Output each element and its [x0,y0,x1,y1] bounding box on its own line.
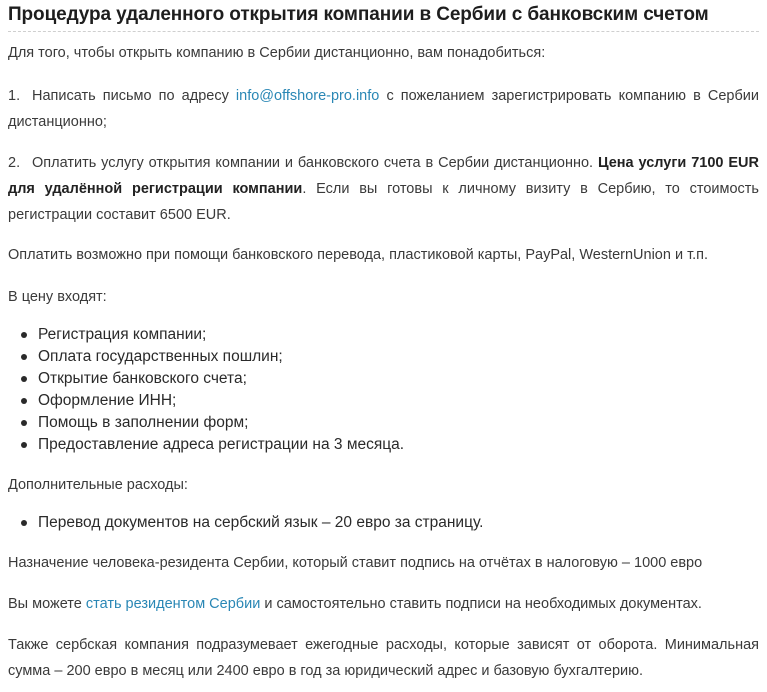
resident-link[interactable]: стать резидентом Сербии [85,596,261,612]
step-2-number: 2. [8,155,21,171]
page-title: Процедура удаленного открытия компании в Сербии с банковским счетом [8,4,709,25]
step-1-paragraph [8,83,759,135]
step-2-paragraph [8,150,759,228]
step-2-text: Оплатить услугу открытия компании и банковского счета в Сербии дистанционно. [32,155,598,171]
title-divider [8,31,759,32]
annual-costs-paragraph: Также сербская компания подразумевает ежегодные расходы, которые зависят от оборота. Минимальная сумма – 200 евро в месяц или 2400 евро в год за юридический адрес и базовую бухгалтерию. [8,637,759,679]
list-item: Помощь в заполнении форм; [8,412,404,434]
list-item: Регистрация компании; [8,324,404,346]
resident-paragraph [8,591,759,617]
list-item: Предоставление адреса регистрации на 3 месяца. [8,434,404,456]
list-item: Перевод документов на сербский язык – 20 евро за страницу. [8,512,483,534]
extra-heading: Дополнительные расходы: [8,477,188,493]
resident-text: Вы можете [8,596,86,612]
resident-text-end: и самостоятельно ставить подписи на необходимых документах. [260,596,702,612]
intro-paragraph: Для того, чтобы открыть компанию в Сербии дистанционно, вам понадобиться: [8,45,546,61]
payment-paragraph: Оплатить возможно при помощи банковского перевода, пластиковой карты, PayPal, WesternUnion и т.п. [8,247,709,263]
nominee-paragraph: Назначение человека-резидента Сербии, который ставит подпись на отчётах в налоговую – 1000 евро [8,555,703,571]
step-2-text-end: . Если вы готовы к личному визиту в Сербию, то стоимость регистрации составит 6500 EUR. [8,181,759,223]
included-heading: В цену входят: [8,289,107,305]
price-highlight: Цена услуги 7100 EUR для удалённой регистрации компании [8,155,759,197]
email-link[interactable]: info@offshore-pro.info [235,88,380,104]
step-1-text: Написать письмо по адресу [32,88,236,104]
extra-list [8,512,483,534]
list-item: Открытие банковского счета; [8,368,404,390]
list-item: Оплата государственных пошлин; [8,346,404,368]
included-list [8,324,404,456]
step-1-number: 1. [8,88,21,104]
list-item: Оформление ИНН; [8,390,404,412]
step-1-text-end: с пожеланием зарегистрировать компанию в Сербии дистанционно; [8,88,759,130]
